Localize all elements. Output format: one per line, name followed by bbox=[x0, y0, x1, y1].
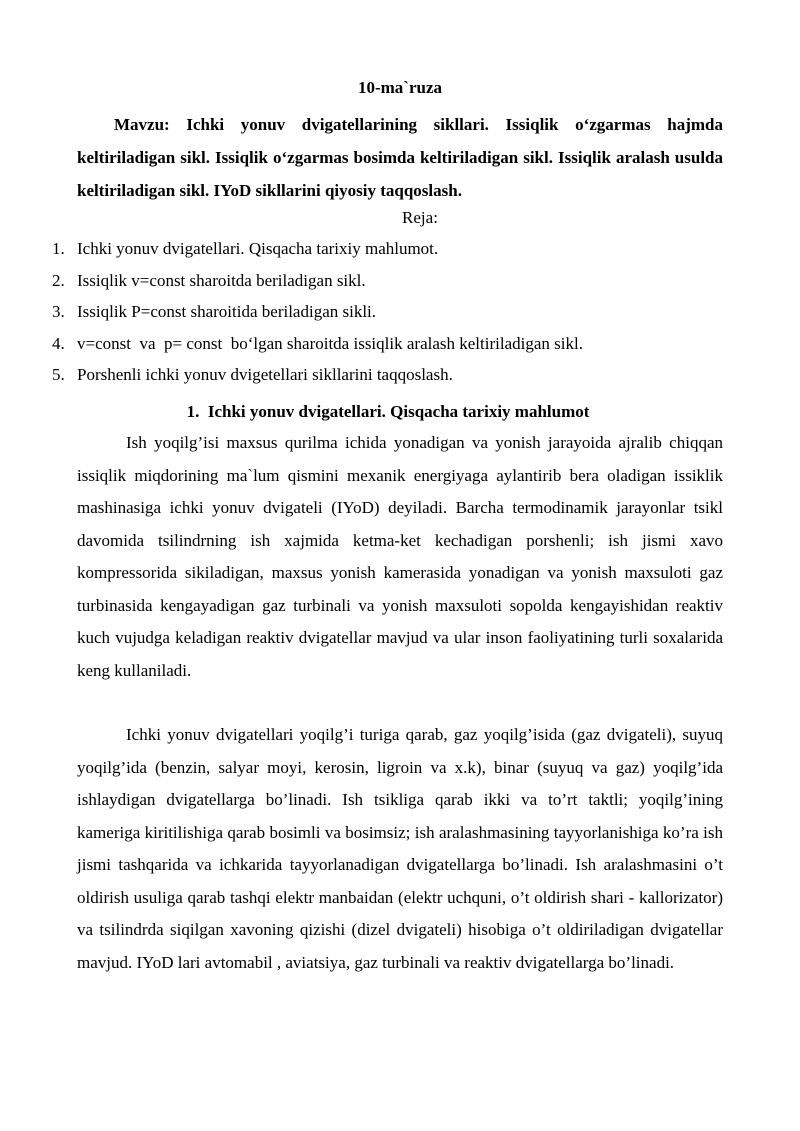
plan-item-text: Ichki yonuv dvigatellari. Qisqacha tarixiy mahlumot. bbox=[77, 239, 439, 258]
plan-item bbox=[52, 334, 732, 366]
plan-heading: Reja: bbox=[402, 208, 438, 227]
plan-item-text: v=const va p= const bo‘lgan sharoitda issiqlik aralash keltiriladigan sikl. bbox=[77, 333, 583, 353]
body-paragraph: Ichki yonuv dvigatellari yoqilg’i turiga qarab, gaz yoqilg’isida (gaz dvigateli), suyuq yoqilg’ida (benzin, salyar moyi, kerosin, ligroin va x.k), binar (suyuq va gaz) yoqilg’ida ishlaydigan dvigatellarga bo’linadi. Ish tsikliga qarab ikki va to’rt taktli; yoqilg’ining kameriga kiritilishiga qarab bosimli va bosimsiz; ish aralashmasining tayyorlanishiga ko’ra ish jismi tashqarida va ichkarida tayyorlanadigan dvigatellarga bo’linadi. Ish aralashmasini o’t oldirish usuliga qarab tashqi elektr manbaidan (elektr uchquni, o’t oldirish shari - kallorizator) va tsilindrda siqilgan xavoning qizishi (dizel dvigateli) hisobiga o’t oldiriladigan dvigatellar mavjud. IYoD lari avtomabil , aviatsiya, gaz turbinali va reaktiv dvigatellarga bo’linadi. bbox=[77, 725, 723, 972]
plan-item-number: 2. bbox=[52, 270, 65, 290]
plan-item bbox=[52, 239, 732, 271]
plan-item bbox=[52, 271, 732, 303]
plan-item-number: 5. bbox=[52, 365, 65, 384]
plan-item-text: Issiqlik P=const sharoitida beriladigan sikli. bbox=[77, 302, 377, 321]
plan-item-number: 1. bbox=[52, 239, 65, 258]
body-paragraph: Ish yoqilg’isi maxsus qurilma ichida yonadigan va yonish jarayoida ajralib chiqqan issiqlik miqdorining ma`lum qismini mexanik energiyaga aylantirib bera oladigan issiklik mashinasiga ichki yonuv dvigateli (IYoD) deyiladi. Barcha termodinamik jarayonlar tsikl davomida tsilindrning ish xajmida ketma-ket kechadigan porshenli; ish jismi xavo kompressorida sikiladigan, maxsus yonish kamerasida yonadigan va yonish maxsuloti gaz turbinasida kengayadigan gaz turbinali va yonish maxsuloti sopolda kengayishidan reaktiv kuch vujudga keladigan reaktiv dvigatellar mavjud va ular inson faoliyatining turli soxalarida keng kullaniladi. bbox=[77, 433, 723, 680]
plan-item-text: Porshenli ichki yonuv dvigetellari sikllarini taqqoslash. bbox=[77, 365, 453, 384]
plan-item-number: 4. bbox=[52, 333, 65, 353]
plan-item-text: Issiqlik v=const sharoitda beriladigan sikl. bbox=[77, 270, 366, 290]
plan-item bbox=[52, 302, 732, 334]
plan-item bbox=[52, 365, 732, 397]
lecture-topic: Mavzu: Ichki yonuv dvigatellarining sikllari. Issiqlik o‘zgarmas hajmda keltiriladigan sikl. Issiqlik o‘zgarmas bosimda keltiriladigan sikl. Issiqlik aralash usulda keltiriladigan sikl. IYoD sikllarini qiyosiy taqqoslash. bbox=[77, 115, 723, 200]
section-heading: 1. Ichki yonuv dvigatellari. Qisqacha tarixiy mahlumot bbox=[186, 402, 590, 421]
plan-item-number: 3. bbox=[52, 302, 65, 321]
lecture-title: 10-ma`ruza bbox=[357, 78, 443, 97]
plan-list bbox=[52, 239, 732, 397]
